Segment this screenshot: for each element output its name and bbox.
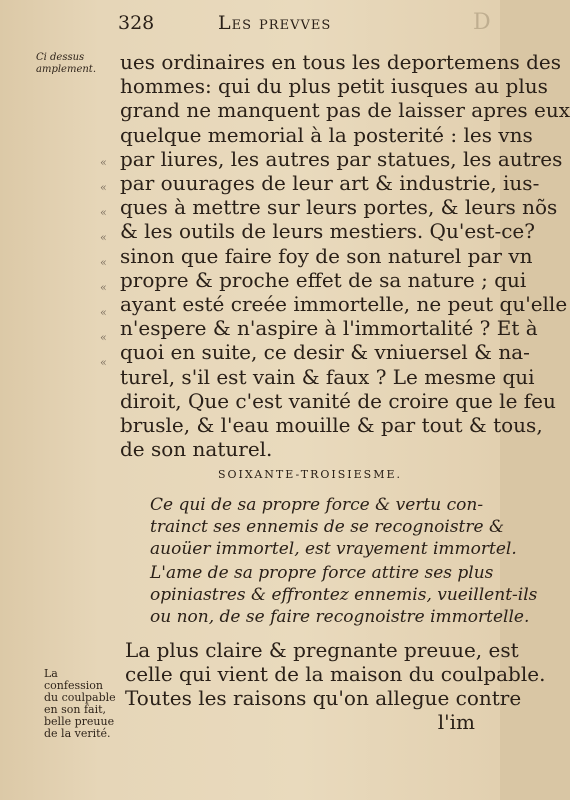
quote-mark: « <box>100 206 107 219</box>
text-line: La plus claire & pregnante preuue, est <box>125 638 519 662</box>
text-line: hommes: qui du plus petit iusques au plus <box>120 74 548 99</box>
text-line: n'espere & n'aspire à l'immortalité ? Et à <box>120 316 538 341</box>
quote-mark: « <box>100 356 107 369</box>
text-line: L'ame de sa propre force attire ses plus <box>150 563 494 583</box>
quote-mark: « <box>100 281 107 294</box>
running-title: Les prevves <box>218 12 332 34</box>
text-line: opiniastres & effrontez ennemis, vueillent-ils <box>150 585 538 605</box>
text-line: Ce qui de sa propre force & vertu con- <box>150 495 484 515</box>
quotation-marks-column <box>100 150 112 375</box>
text-line: par ouurages de leur art & industrie, ius- <box>120 171 540 196</box>
text-line: brusle, & l'eau mouille & par tout & tous, <box>120 413 543 438</box>
text-line: grand ne manquent pas de laisser apres eux <box>120 98 570 123</box>
summary-paragraph-1 <box>150 494 517 560</box>
argument-summary <box>150 494 538 628</box>
quote-mark: « <box>100 256 107 269</box>
margin-note-top: Ci dessus amplement. <box>36 52 96 75</box>
summary-paragraph-2 <box>150 562 538 628</box>
margin-note-bottom: La confession du coulpable en son fait, belle preuue de la verité. <box>44 667 116 740</box>
page-header <box>118 10 491 42</box>
text-line: trainct ses ennemis de se recognoistre & <box>150 517 505 537</box>
final-paragraph <box>125 638 546 710</box>
text-line: diroit, Que c'est vanité de croire que le feu <box>120 388 556 413</box>
text-line: & les outils de leurs mestiers. Qu'est-ce? <box>120 219 535 244</box>
main-text <box>120 50 570 462</box>
text-line: celle qui vient de la maison du coulpable. <box>125 662 546 686</box>
text-line: sinon que faire foy de son naturel par vn <box>120 243 533 268</box>
text-line: propre & proche effet de sa nature ; qui <box>120 267 527 292</box>
text-line: ou non, de se faire recognoistre immortelle. <box>150 607 530 627</box>
page-number: 328 <box>118 12 155 34</box>
quote-mark: « <box>100 156 107 169</box>
text-line: quelque memorial à la posterité : les vns <box>120 122 533 147</box>
text-line: quoi en suite, ce desir & vniuersel & na- <box>120 340 530 365</box>
show-through-letter: D <box>473 10 491 35</box>
text-line: turel, s'il est vain & faux ? Le mesme qui <box>120 364 535 389</box>
text-line: ayant esté creée immortelle, ne peut qu'elle <box>120 292 568 317</box>
text-line: ques à mettre sur leurs portes, & leurs nõs <box>120 195 558 220</box>
text-line: par liures, les autres par statues, les autres <box>120 146 563 171</box>
quote-mark: « <box>100 231 107 244</box>
text-line: Toutes les raisons qu'on allegue contre <box>125 686 522 710</box>
text-line: de son naturel. <box>120 437 273 462</box>
catchword: l'im <box>437 710 475 734</box>
text-line: auoüer immortel, est vrayement immortel. <box>150 539 517 559</box>
quote-mark: « <box>100 331 107 344</box>
quote-mark: « <box>100 306 107 319</box>
quote-mark: « <box>100 181 107 194</box>
text-line: ues ordinaires en tous les deportemens des <box>120 50 561 74</box>
section-heading: SOIXANTE-TROISIESME. <box>217 468 403 481</box>
